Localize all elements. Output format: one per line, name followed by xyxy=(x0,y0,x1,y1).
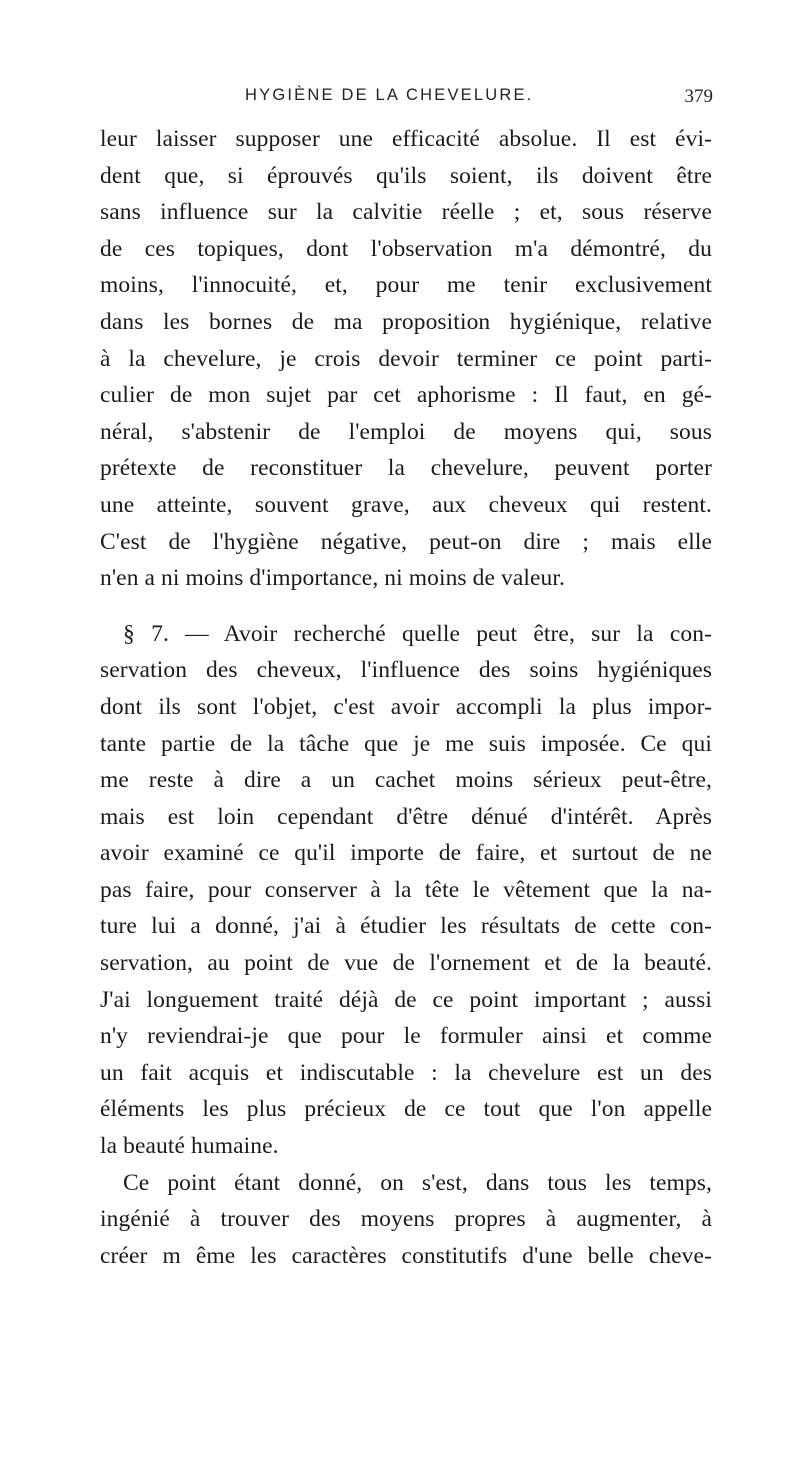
text-line: n'y reviendrai-je que pour le formuler ainsi et comme xyxy=(100,1023,712,1050)
body-text xyxy=(100,121,712,1274)
text-line: éléments les plus précieux de ce tout que l'on appelle xyxy=(100,1096,712,1123)
paragraph-2 xyxy=(100,616,712,1165)
text-line: la beauté humaine. xyxy=(100,1133,279,1160)
text-line: culier de mon sujet par cet aphorisme : Il faut, en gé- xyxy=(100,382,712,409)
text-line: un fait acquis et indiscutable : la chevelure est un des xyxy=(100,1059,712,1086)
text-line: de ces topiques, dont l'observation m'a démontré, du xyxy=(100,235,712,262)
text-line: mais est loin cependant d'être dénué d'intérêt. Après xyxy=(100,803,712,830)
running-header xyxy=(0,86,800,110)
text-line: prétexte de reconstituer la chevelure, peuvent porter xyxy=(100,455,712,482)
text-line: § 7. — Avoir recherché quelle peut être, sur la con- xyxy=(123,620,712,647)
paragraph-3 xyxy=(100,1165,712,1275)
text-line: servation des cheveux, l'influence des soins hygiéniques xyxy=(100,657,712,684)
text-line: avoir examiné ce qu'il importe de faire, et surtout de ne xyxy=(100,840,712,867)
text-line: néral, s'abstenir de l'emploi de moyens qui, sous xyxy=(100,418,712,445)
text-line: leur laisser supposer une efficacité absolue. Il est évi- xyxy=(100,126,712,152)
text-line: dent que, si éprouvés qu'ils soient, ils doivent être xyxy=(100,162,712,189)
text-line: C'est de l'hygiène négative, peut-on dire ; mais elle xyxy=(100,528,712,555)
text-line: à la chevelure, je crois devoir terminer ce point parti- xyxy=(100,345,712,372)
text-line: servation, au point de vue de l'ornement et de la beauté. xyxy=(100,950,712,977)
text-line: dont ils sont l'objet, c'est avoir accompli la plus impor- xyxy=(100,693,712,720)
paragraph-1 xyxy=(100,121,712,597)
text-line: dans les bornes de ma proposition hygiénique, relative xyxy=(100,308,712,335)
text-line: ture lui a donné, j'ai à étudier les résultats de cette con- xyxy=(100,913,712,940)
text-line: créer m ême les caractères constitutifs d'une belle cheve- xyxy=(100,1242,712,1269)
text-line: me reste à dire a un cachet moins sérieux peut-être, xyxy=(100,767,712,794)
page-number: 379 xyxy=(684,86,713,107)
paragraph-gap xyxy=(100,597,712,616)
text-line: J'ai longuement traité déjà de ce point important ; aussi xyxy=(100,986,712,1013)
text-line: tante partie de la tâche que je me suis imposée. Ce qui xyxy=(100,730,712,757)
running-title: HYGIÈNE DE LA CHEVELURE. xyxy=(245,86,534,104)
text-line: sans influence sur la calvitie réelle ; et, sous réserve xyxy=(100,199,712,226)
text-line: pas faire, pour conserver à la tête le vêtement que la na- xyxy=(100,876,712,903)
text-line: une atteinte, souvent grave, aux cheveux qui restent. xyxy=(100,491,712,518)
text-line: n'en a ni moins d'importance, ni moins de valeur. xyxy=(100,565,565,592)
text-line: Ce point étant donné, on s'est, dans tous les temps, xyxy=(123,1169,712,1196)
text-line: ingénié à trouver des moyens propres à augmenter, à xyxy=(100,1206,712,1233)
text-line: moins, l'innocuité, et, pour me tenir exclusivement xyxy=(100,272,712,299)
